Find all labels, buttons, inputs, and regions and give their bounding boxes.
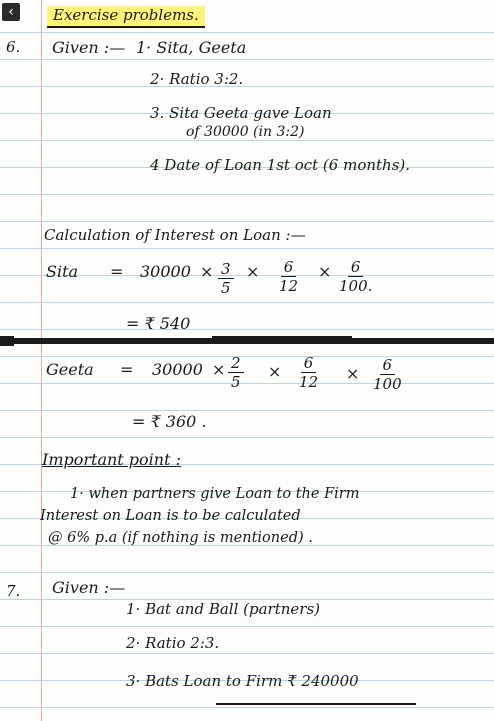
given-item-2: 2· Ratio 3:2.: [150, 70, 244, 88]
geeta-fraction-2: [296, 354, 321, 391]
geeta-fraction-3: [370, 356, 405, 393]
geeta-times-1: ×: [212, 360, 226, 379]
important-line-3: @ 6% p.a (if nothing is mentioned) .: [48, 530, 313, 546]
q7-given-item-2: 2· Ratio 2:3.: [126, 634, 220, 652]
geeta-f1-num: 2: [228, 354, 244, 373]
sita-f1-num: 3: [218, 260, 234, 279]
sita-fraction-2: [276, 258, 301, 295]
sita-f2-den: 12: [279, 277, 299, 295]
geeta-label: Geeta: [46, 360, 94, 379]
question-7-number: 7.: [6, 582, 21, 600]
given-item-4: 4 Date of Loan 1st oct (6 months).: [150, 156, 411, 174]
geeta-base: 30000: [152, 360, 203, 379]
geeta-times-3: ×: [346, 364, 360, 383]
important-heading: Important point :: [42, 450, 182, 469]
q7-given-item-3: 3· Bats Loan to Firm ₹ 240000: [126, 672, 359, 690]
geeta-f1-den: 5: [231, 373, 241, 391]
given-item-3: 3. Sita Geeta gave Loan: [150, 104, 332, 122]
geeta-f2-den: 12: [299, 373, 319, 391]
important-line-2: Interest on Loan is to be calculated: [40, 508, 301, 524]
sita-result: = ₹ 540: [126, 314, 191, 333]
geeta-fraction-1: [228, 354, 244, 391]
given-item-3-cont: of 30000 (in 3:2): [186, 124, 305, 140]
sita-f2-num: 6: [281, 258, 297, 277]
question-7-given-label: Given :—: [52, 578, 126, 597]
geeta-f2-num: 6: [301, 354, 317, 373]
geeta-times-2: ×: [268, 362, 282, 381]
important-line-1: 1· when partners give Loan to the Firm: [70, 486, 360, 502]
sita-label: Sita: [46, 262, 79, 281]
geeta-f3-den: 100: [373, 375, 402, 393]
geeta-f3-num: 6: [380, 356, 396, 375]
sita-base: 30000: [140, 262, 191, 281]
given-item-1: 1· Sita, Geeta: [136, 38, 247, 57]
q7-given-item-1: 1· Bat and Ball (partners): [126, 600, 320, 618]
sita-f3-num: 6: [348, 258, 364, 277]
margin-line: [41, 0, 42, 721]
sita-times-3: ×: [318, 262, 332, 281]
question-6-given-label: Given :—: [52, 38, 126, 57]
geeta-result: = ₹ 360 .: [132, 412, 207, 431]
sita-f1-den: 5: [221, 279, 231, 297]
sita-fraction-3: [336, 258, 375, 295]
page-divider: [0, 338, 494, 344]
sita-fraction-1: [218, 260, 234, 297]
calculation-heading: Calculation of Interest on Loan :—: [44, 226, 306, 244]
sita-times-1: ×: [200, 262, 214, 281]
geeta-equals: =: [120, 360, 134, 379]
page-title: Exercise problems.: [47, 6, 205, 28]
back-icon[interactable]: ‹: [2, 3, 20, 21]
sita-times-2: ×: [246, 262, 260, 281]
sita-f3-den: 100.: [339, 277, 373, 295]
q7-item-3-underline: [216, 703, 416, 705]
page-divider-nub: [0, 336, 14, 346]
question-6-number: 6.: [6, 38, 21, 56]
sita-equals: =: [110, 262, 124, 281]
